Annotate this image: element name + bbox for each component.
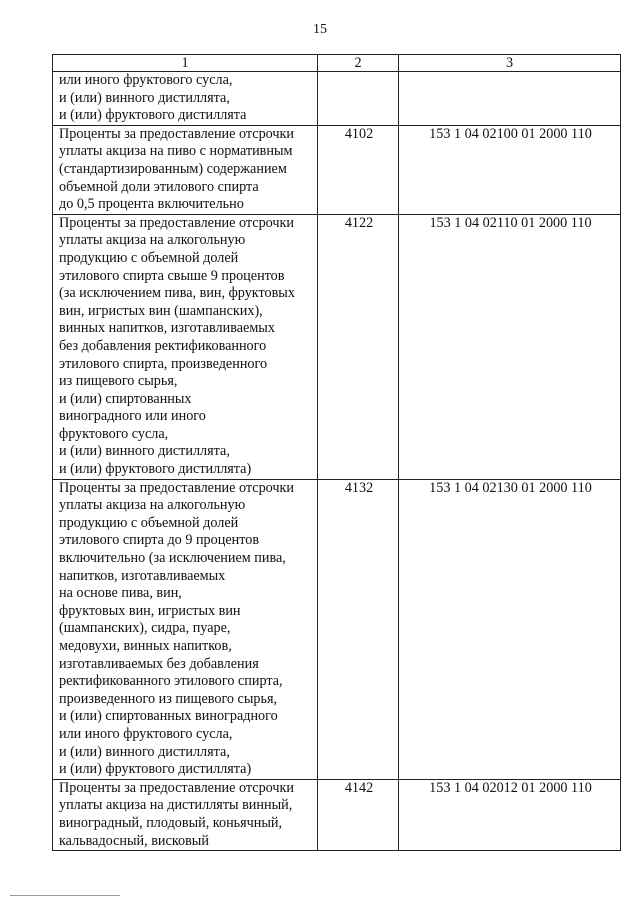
table-row [53, 72, 621, 126]
row-kbk: 153 1 04 02100 01 2000 110 [399, 125, 621, 214]
row-description [53, 125, 318, 214]
description-line: Проценты за предоставление отсрочки [59, 479, 295, 496]
description-line: или иного фруктового сусла, [59, 725, 233, 742]
description-line: виноградный, плодовый, коньячный, [59, 814, 283, 831]
description-line: и (или) фруктового дистиллята) [59, 461, 252, 478]
description-line: или иного фруктового сусла, [59, 72, 233, 88]
description-line: напитков, изготавливаемых [59, 567, 226, 584]
row-kbk: 153 1 04 02130 01 2000 110 [399, 479, 621, 779]
row-code: 4142 [318, 779, 399, 850]
description-line: до 0,5 процента включительно [59, 196, 244, 213]
row-code: 4102 [318, 125, 399, 214]
table-header-row [53, 55, 621, 72]
description-line: вин, игристых вин (шампанских), [59, 302, 263, 319]
description-line: этилового спирта до 9 процентов [59, 532, 260, 549]
table-body [53, 72, 621, 851]
description-line: включительно (за исключением пива, [59, 550, 286, 567]
row-description [53, 779, 318, 850]
row-kbk: 153 1 04 02110 01 2000 110 [399, 214, 621, 479]
description-line: продукцию с объемной долей [59, 514, 239, 531]
page-number: 15 [313, 22, 327, 37]
description-line: и (или) спиртованных [59, 390, 192, 407]
row-description [53, 72, 318, 126]
description-line: и (или) винного дистиллята, [59, 443, 230, 460]
description-line: уплаты акциза на алкогольную [59, 232, 246, 249]
description-line: и (или) винного дистиллята, [59, 743, 230, 760]
description-line: и (или) фруктового дистиллята) [59, 761, 252, 778]
description-line: продукцию с объемной долей [59, 249, 239, 266]
description-line: медовухи, винных напитков, [59, 638, 232, 654]
description-line: уплаты акциза на пиво с нормативным [59, 143, 293, 160]
row-description [53, 214, 318, 479]
budget-code-table [52, 54, 621, 851]
row-code: 4122 [318, 214, 399, 479]
description-line: кальвадосный, висковый [59, 832, 209, 849]
description-line: фруктового сусла, [59, 425, 169, 442]
table-row [53, 479, 621, 779]
row-kbk: 153 1 04 02012 01 2000 110 [399, 779, 621, 850]
description-line: ректификованного этилового спирта, [59, 673, 283, 690]
description-line: фруктовых вин, игристых вин [59, 602, 241, 619]
description-line: объемной доли этилового спирта [59, 178, 259, 195]
row-code [318, 72, 399, 126]
description-line: (шампанских), сидра, пуаре, [59, 620, 231, 637]
description-line: произведенного из пищевого сырья, [59, 690, 278, 707]
description-line: на основе пива, вин, [59, 585, 182, 602]
description-line: и (или) фруктового дистиллята [59, 107, 247, 124]
description-line: уплаты акциза на дистилляты винный, [59, 797, 293, 814]
column-header-2: 2 [318, 55, 399, 72]
description-line: изготавливаемых без добавления [59, 655, 259, 672]
table-row [53, 779, 621, 850]
footer-divider [10, 895, 120, 896]
description-line: виноградного или иного [59, 408, 206, 425]
description-line: уплаты акциза на алкогольную [59, 497, 246, 514]
row-code: 4132 [318, 479, 399, 779]
column-header-3: 3 [399, 55, 621, 72]
description-line: (стандартизированным) содержанием [59, 160, 287, 177]
table-row [53, 125, 621, 214]
description-line: без добавления ректификованного [59, 337, 267, 354]
description-line: Проценты за предоставление отсрочки [59, 125, 295, 142]
row-kbk [399, 72, 621, 126]
description-line: этилового спирта, произведенного [59, 355, 268, 372]
description-line: из пищевого сырья, [59, 373, 178, 390]
table-row [53, 214, 621, 479]
description-line: Проценты за предоставление отсрочки [59, 214, 295, 231]
description-line: этилового спирта свыше 9 процентов [59, 267, 285, 284]
description-line: и (или) винного дистиллята, [59, 89, 230, 106]
description-line: (за исключением пива, вин, фруктовых [59, 285, 295, 302]
description-line: и (или) спиртованных виноградного [59, 708, 278, 725]
description-line: Проценты за предоставление отсрочки [59, 779, 295, 796]
row-description [53, 479, 318, 779]
description-line: винных напитков, изготавливаемых [59, 320, 275, 337]
column-header-1: 1 [53, 55, 318, 72]
